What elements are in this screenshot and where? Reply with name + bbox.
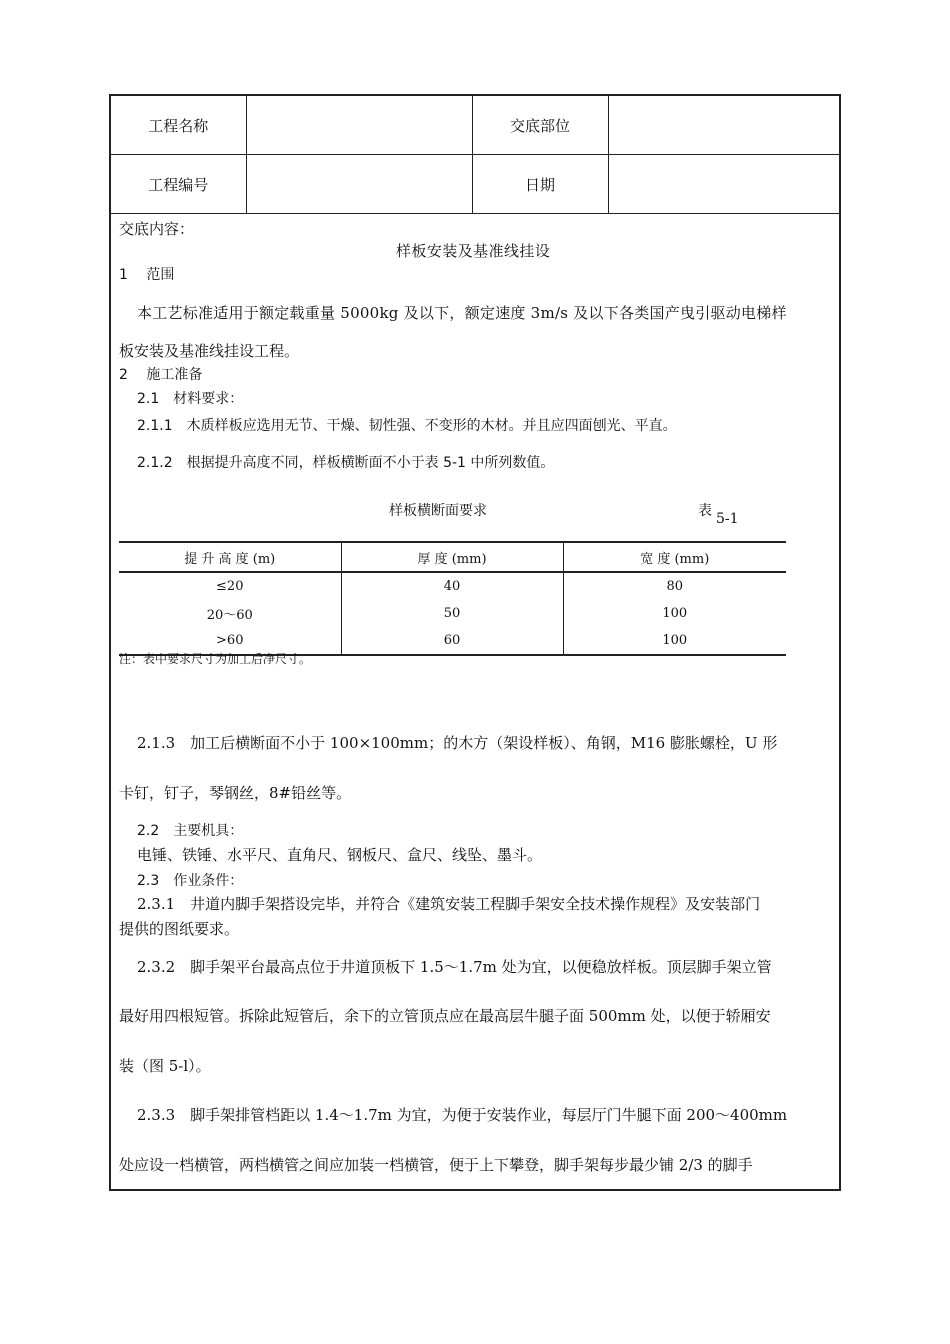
s1-paragraph-line-2: 板安装及基准线挂设工程。 [119, 342, 300, 360]
date-label: 日期 [472, 155, 608, 214]
table-cell: 80 [563, 572, 786, 600]
table-cell: ≤20 [216, 579, 244, 594]
project-no-value [246, 155, 472, 214]
table-header-height: 提 升 高 度 (m) [119, 542, 341, 572]
table-no: 5-1 [716, 511, 739, 527]
s2-1-2: 2.1.2 根据提升高度不同，样板横断面不小于表 5-1 中所列数值。 [137, 455, 555, 471]
document-frame [109, 94, 841, 1191]
s2-1-3-line-2: 卡钉，钉子，琴钢丝，8#铅丝等。 [119, 784, 352, 802]
table-row [119, 572, 786, 600]
s2-1-3-line-1: 2.1.3 加工后横断面不小于 100×100mm；的木方（架设样板）、角钢，M16 膨胀螺栓，U 形 [137, 734, 778, 752]
table-header-thickness: 厚 度 (mm) [341, 542, 563, 572]
s2-3-1-line-1: 2.3.1 井道内脚手架搭设完毕，并符合《建筑安装工程脚手架安全技术操作规程》及安装部门 [137, 895, 761, 913]
s2-2-title: 2.2 主要机具： [137, 823, 244, 839]
part-label: 交底部位 [472, 96, 608, 155]
table-no-prefix: 表 [698, 503, 712, 519]
s2-3-2-line-3: 装（图 5-l）。 [119, 1057, 211, 1075]
s2-3-2-line-2: 最好用四根短管。拆除此短管后，余下的立管顶点应在最高层牛腿子面 500mm 处，以便于轿厢安 [119, 1007, 771, 1025]
date-value [608, 155, 839, 214]
s2-3-1-line-2: 提供的图纸要求。 [119, 920, 240, 938]
project-name-value [246, 96, 472, 155]
s2-3-3-line-2: 处应设一档横管，两档横管之间应加装一档横管，便于上下攀登，脚手架每步最少铺 2/3 的脚手 [119, 1156, 753, 1174]
header-table [111, 96, 839, 214]
table-note: 注：表中要求尺寸为加工后净尺寸。 [119, 652, 312, 666]
table-cell: 60 [341, 627, 563, 655]
section-2-title: 2 施工准备 [119, 367, 203, 383]
table-cell: 100 [563, 600, 786, 627]
section-1-title: 1 范围 [119, 267, 175, 283]
s2-1-title: 2.1 材料要求： [137, 391, 244, 407]
table-row [119, 600, 786, 627]
table-header-width: 宽 度 (mm) [563, 542, 786, 572]
table-cell: 20～60 [206, 608, 253, 623]
s2-3-title: 2.3 作业条件： [137, 873, 244, 889]
s2-3-2-line-1: 2.3.2 脚手架平台最高点位于井道顶板下 1.5～1.7m 处为宜，以便稳放样板。顶层脚手架立管 [137, 958, 772, 976]
table-cell: 50 [341, 600, 563, 627]
doc-title: 样板安装及基准线挂设 [396, 242, 551, 260]
project-name-label: 工程名称 [111, 96, 246, 155]
table-title: 样板横断面要求 [389, 503, 487, 519]
s2-3-3-line-1: 2.3.3 脚手架排管档距以 1.4～1.7m 为宜，为便于安装作业，每层厅门牛腿下面 200～400mm [137, 1106, 788, 1124]
table-cell: 100 [563, 627, 786, 655]
intro-label: 交底内容： [119, 220, 195, 238]
s2-1-1: 2.1.1 木质样板应选用无节、干燥、韧性强、不变形的木材。并且应四面刨光、平直。 [137, 418, 677, 434]
project-no-label: 工程编号 [111, 155, 246, 214]
table-cell: >60 [119, 627, 341, 655]
s2-2-tools: 电锤、铁锤、水平尺、直角尺、钢板尺、盒尺、线坠、墨斗。 [137, 846, 543, 864]
table-5-1 [119, 541, 786, 656]
part-value [608, 96, 839, 155]
s1-paragraph-line-1: 本工艺标准适用于额定载重量 5000kg 及以下，额定速度 3m/s 及以下各类国产曳引驱动电梯样 [137, 304, 787, 322]
table-cell: 40 [341, 572, 563, 600]
